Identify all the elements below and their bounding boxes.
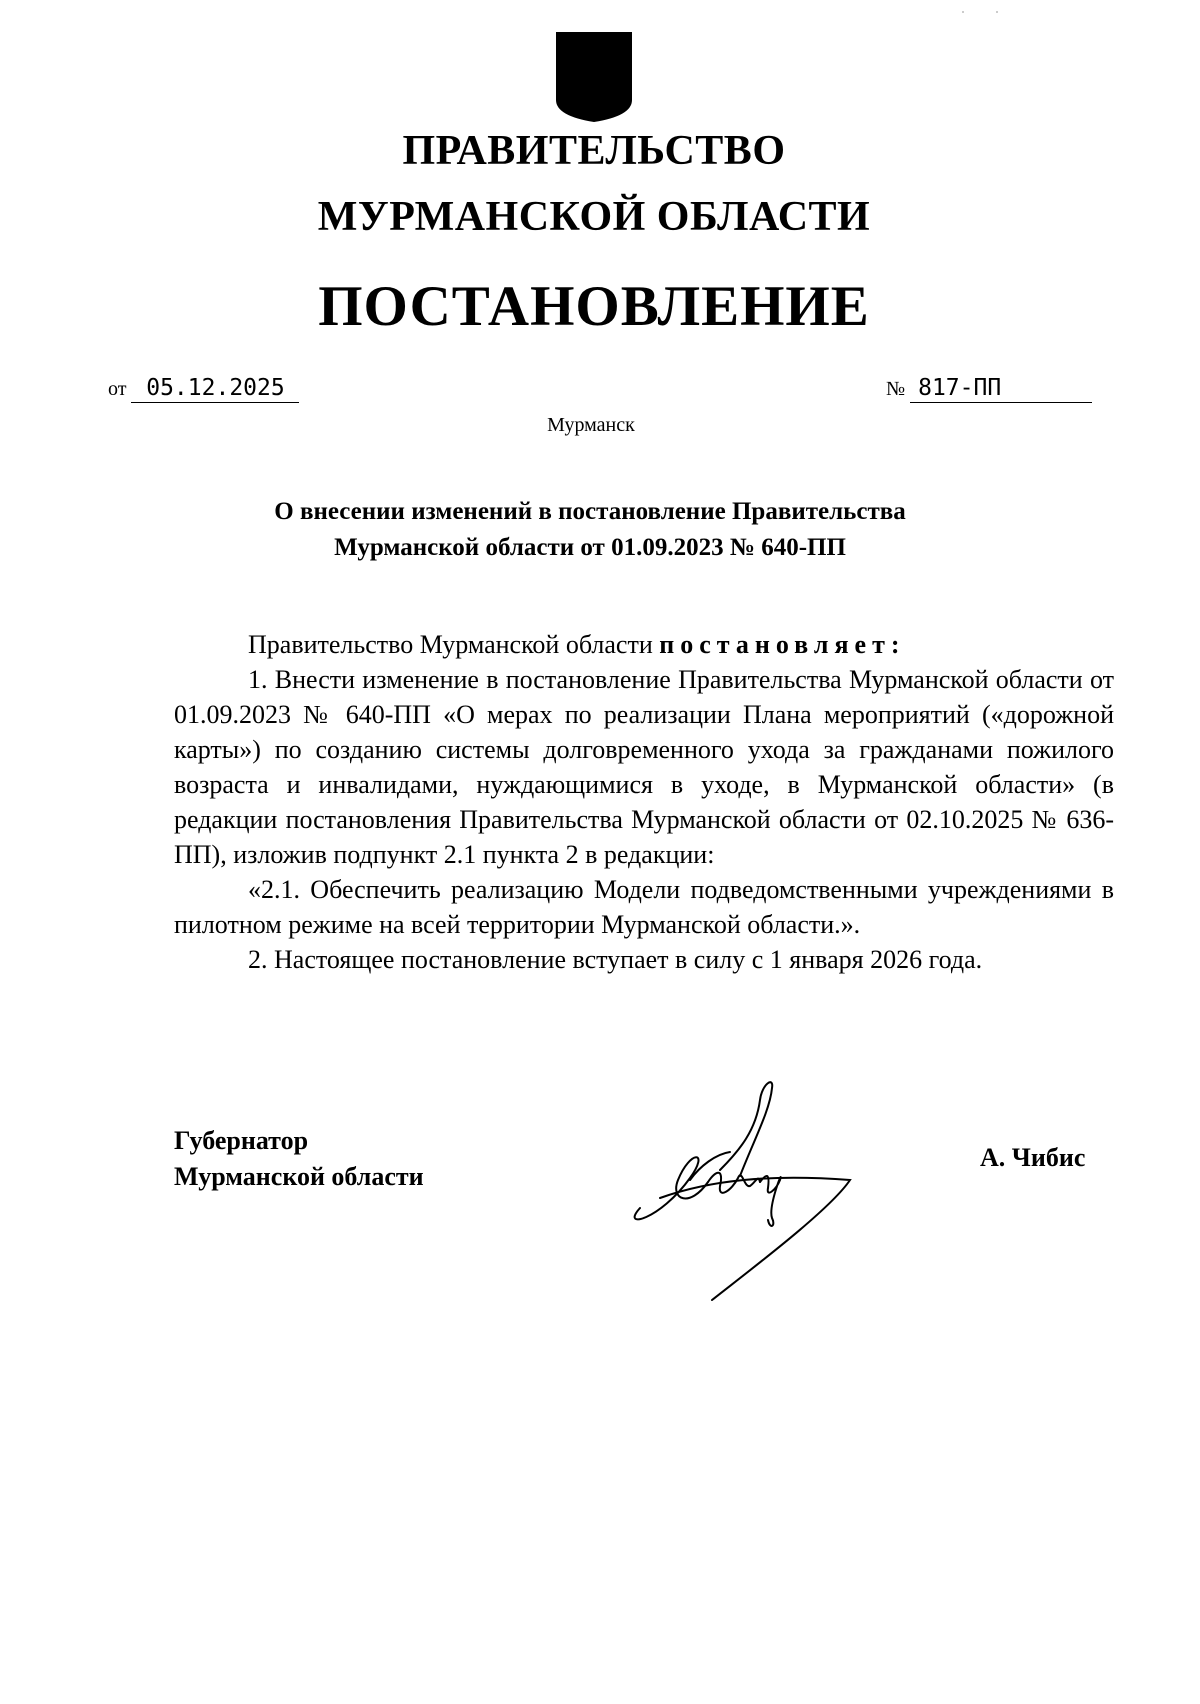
number-prefix: № xyxy=(886,378,906,400)
date-prefix: от xyxy=(108,378,127,400)
paragraph-1-quote: «2.1. Обеспечить реализацию Модели подведомственными учреждениями в пилотном режиме на всей территории Мурманской области.». xyxy=(174,875,1114,939)
signatory-position xyxy=(174,1123,424,1195)
subject-line1: О внесении изменений в постановление Правительства xyxy=(274,498,906,525)
document-date xyxy=(108,375,299,403)
paragraph-2: 2. Настоящее постановление вступает в силу с 1 января 2026 года. xyxy=(248,945,983,974)
intro-decree-word: постановляет: xyxy=(659,630,906,659)
handwritten-signature xyxy=(620,1070,880,1310)
intro-paragraph xyxy=(174,627,1114,662)
intro-text: Правительство Мурманской области xyxy=(248,630,653,659)
document-subject xyxy=(150,494,1030,566)
coat-of-arms-icon xyxy=(554,30,634,124)
scan-mark xyxy=(960,6,1000,18)
city: Мурманск xyxy=(547,414,635,436)
document-type: ПОСТАНОВЛЕНИЕ xyxy=(318,275,870,338)
signatory-name: А. Чибис xyxy=(980,1143,1086,1172)
position-line1: Губернатор xyxy=(174,1126,309,1155)
paragraph-1: 1. Внести изменение в постановление Правительства Мурманской области от 01.09.2023 № 640-ПП «О мерах по реализации Плана мероприятий («дорожной карты») по созданию системы долговременного ухода за гражданами пожилого возраста и инвалидами, нуждающимися в уходе, в Мурманской области» (в редакции постановления Правительства Мурманской области от 02.10.2025 № 636-ПП), изложив подпункт 2.1 пункта 2 в редакции: xyxy=(174,665,1114,869)
document-number xyxy=(886,375,1092,403)
document-body xyxy=(174,627,1114,977)
position-line2: Мурманской области xyxy=(174,1162,424,1191)
org-name-line1: ПРАВИТЕЛЬСТВО xyxy=(402,128,786,174)
date-value: 05.12.2025 xyxy=(131,375,299,403)
number-value: 817-ПП xyxy=(910,375,1092,403)
subject-line2: Мурманской области от 01.09.2023 № 640-ПП xyxy=(334,534,846,561)
org-name-line2: МУРМАНСКОЙ ОБЛАСТИ xyxy=(317,194,871,240)
